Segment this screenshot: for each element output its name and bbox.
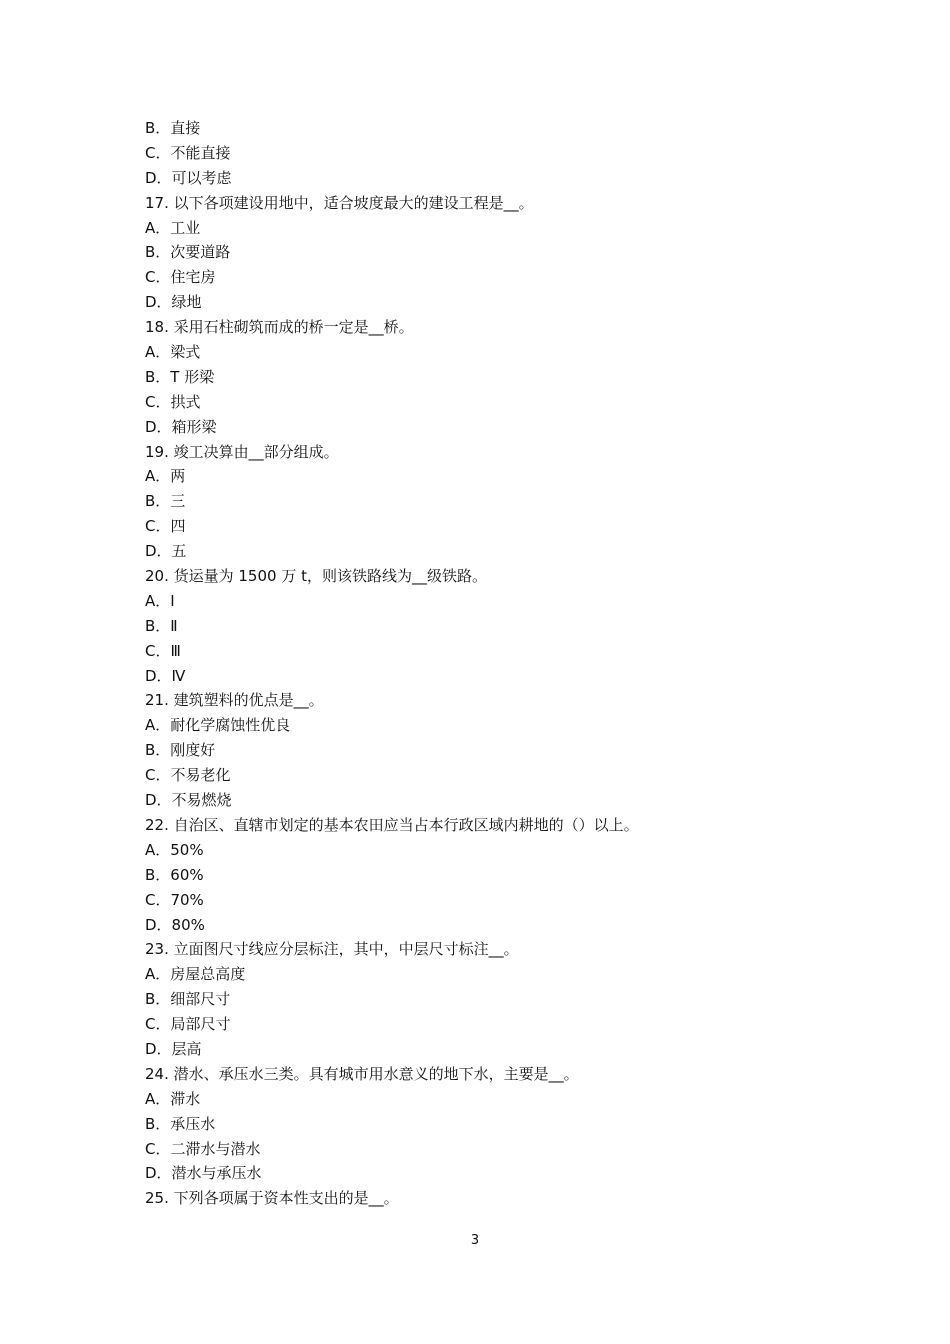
option-line: D．箱形梁 xyxy=(145,417,217,436)
option-line: B．Ⅱ xyxy=(145,616,178,635)
option-line: A．梁式 xyxy=(145,343,201,362)
option-line: B．三 xyxy=(145,492,186,511)
question-stem: 24. 潜水、承压水三类。具有城市用水意义的地下水，主要是__。 xyxy=(145,1064,579,1083)
option-line: B．刚度好 xyxy=(145,741,216,760)
option-line: A．50% xyxy=(145,840,204,859)
option-line: D．五 xyxy=(145,542,187,561)
option-line: D．80% xyxy=(145,915,205,934)
option-line: C．70% xyxy=(145,890,204,909)
question-stem: 23. 立面图尺寸线应分层标注，其中，中层尺寸标注__。 xyxy=(145,940,519,959)
option-line: C．局部尺寸 xyxy=(145,1015,231,1034)
option-line: B．直接 xyxy=(145,119,201,137)
question-list xyxy=(145,116,845,1211)
option-line: D．不易燃烧 xyxy=(145,791,232,810)
option-line: D．可以考虑 xyxy=(145,168,232,187)
option-line: A．Ⅰ xyxy=(145,591,175,610)
option-line: C．住宅房 xyxy=(145,268,216,287)
question-stem: 21. 建筑塑料的优点是__。 xyxy=(145,691,324,710)
option-line: A．两 xyxy=(145,467,186,486)
question-stem: 25. 下列各项属于资本性支出的是__。 xyxy=(145,1189,399,1208)
option-line: D．层高 xyxy=(145,1039,202,1058)
option-line: D．Ⅳ xyxy=(145,666,186,685)
option-line: C．不能直接 xyxy=(145,143,231,162)
option-line: C．不易老化 xyxy=(145,766,231,785)
option-line: C．Ⅲ xyxy=(145,641,181,660)
option-line: A．工业 xyxy=(145,218,201,237)
question-stem: 17. 以下各项建设用地中，适合坡度最大的建设工程是__。 xyxy=(145,193,534,212)
option-line: B．60% xyxy=(145,865,204,884)
option-line: B．承压水 xyxy=(145,1114,216,1133)
option-line: B．T 形梁 xyxy=(145,367,215,386)
option-line: C．四 xyxy=(145,517,186,536)
option-line: D．绿地 xyxy=(145,293,202,312)
option-line: B．次要道路 xyxy=(145,243,231,262)
option-line: D．潜水与承压水 xyxy=(145,1164,262,1183)
option-line: C．拱式 xyxy=(145,392,201,411)
option-line: A．房屋总高度 xyxy=(145,965,246,984)
question-stem: 19. 竣工决算由__部分组成。 xyxy=(145,442,339,461)
page-number: 3 xyxy=(470,1233,480,1248)
option-line: A．滞水 xyxy=(145,1089,201,1108)
option-line: A．耐化学腐蚀性优良 xyxy=(145,716,291,735)
question-stem: 18. 采用石柱砌筑而成的桥一定是__桥。 xyxy=(145,318,414,337)
option-line: B．细部尺寸 xyxy=(145,990,231,1009)
option-line: C．二滞水与潜水 xyxy=(145,1139,261,1158)
question-stem: 20. 货运量为 1500 万 t，则该铁路线为__级铁路。 xyxy=(145,567,487,586)
question-stem: 22. 自治区、直辖市划定的基本农田应当占本行政区域内耕地的（）以上。 xyxy=(145,815,639,834)
